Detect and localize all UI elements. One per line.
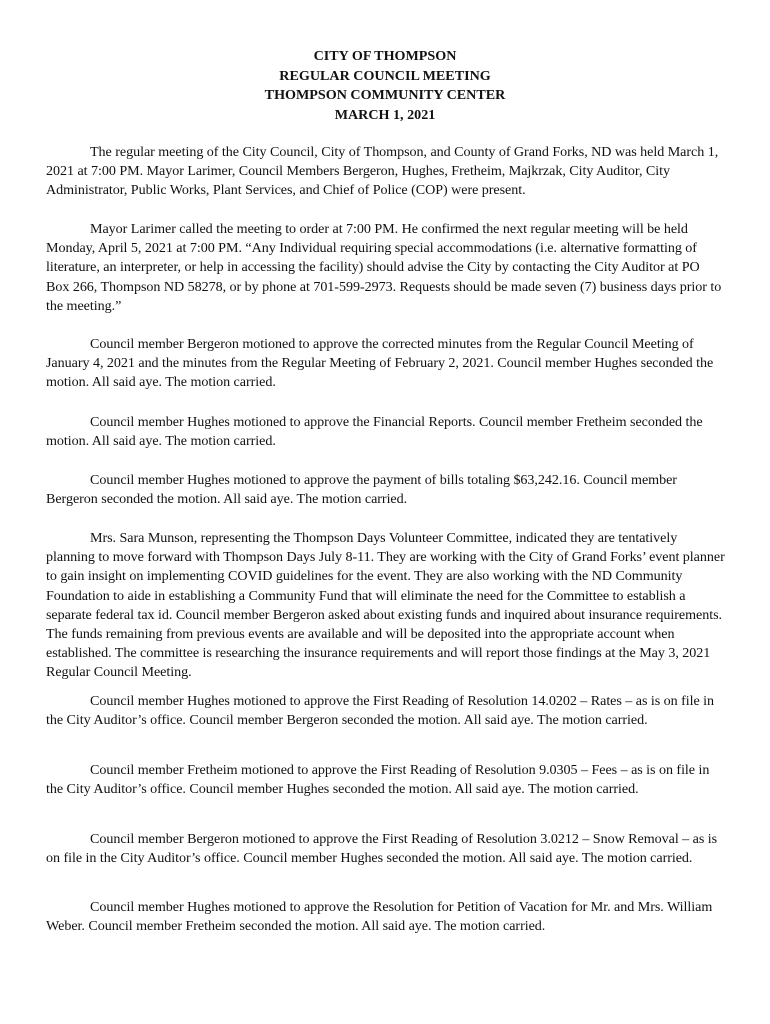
paragraph-resolution-snow-removal: Council member Bergeron motioned to approve the First Reading of Resolution 3.0212 – Snow Removal – as is on file in the City Auditor’s office. Council member Hughes seconded the motion. All said aye. The motion carried. — [46, 831, 718, 867]
paragraph-resolution-fees: Council member Fretheim motioned to approve the First Reading of Resolution 9.0305 – Fees – as is on file in the City Auditor’s office. Council member Hughes seconded the motion. All said aye. The motion carried. — [46, 762, 710, 798]
header-location: THOMPSON COMMUNITY CENTER — [264, 87, 506, 104]
paragraph-financial-reports: Council member Hughes motioned to approve the Financial Reports. Council member Fretheim seconded the motion. All said aye. The motion carried. — [46, 414, 703, 450]
paragraph-call-to-order: Mayor Larimer called the meeting to order at 7:00 PM. He confirmed the next regular meeting will be held Monday, April 5, 2021 at 7:00 PM. “Any Individual requiring special accommodations (i.e. alternative formatting of literature, an interpreter, or help in accessing the facility) should advise the City by contacting the City Auditor at PO Box 266, Thompson ND 58278, or by phone at 701-599-2973. Requests should be made seven (7) business days prior to the meeting.” — [46, 221, 722, 314]
paragraph-bills-payment: Council member Hughes motioned to approve the payment of bills totaling $63,242.16. Council member Bergeron seconded the motion. All said aye. The motion carried. — [46, 472, 677, 508]
paragraph-petition-vacation: Council member Hughes motioned to approve the Resolution for Petition of Vacation for Mr. and Mrs. William Weber. Council member Fretheim seconded the motion. All said aye. The motion carried. — [46, 899, 713, 935]
paragraph-minutes-approval: Council member Bergeron motioned to approve the corrected minutes from the Regular Council Meeting of January 4, 2021 and the minutes from the Regular Meeting of February 2, 2021. Council member Hughes seconded the motion. All said aye. The motion carried. — [46, 336, 714, 391]
paragraph-attendance: The regular meeting of the City Council, City of Thompson, and County of Grand Forks, ND was held March 1, 2021 at 7:00 PM. Mayor Larimer, Council Members Bergeron, Hughes, Fretheim, Majkrzak, City Auditor, City Administrator, Public Works, Plant Services, and Chief of Police (COP) were present. — [46, 144, 719, 199]
header-meeting-type: REGULAR COUNCIL MEETING — [279, 67, 491, 84]
header-date: MARCH 1, 2021 — [334, 106, 436, 123]
paragraph-resolution-rates: Council member Hughes motioned to approve the First Reading of Resolution 14.0202 – Rates – as is on file in the City Auditor’s office. Council member Bergeron seconded the motion. All said aye. The motion carried. — [46, 693, 715, 729]
header-city-name: CITY OF THOMPSON — [313, 48, 457, 64]
document-header — [0, 47, 770, 125]
paragraph-thompson-days: Mrs. Sara Munson, representing the Thompson Days Volunteer Committee, indicated they are tentatively planning to move forward with Thompson Days July 8-11. They are working with the City of Grand Forks’ event planner to gain insight on implementing COVID guidelines for the event. They are also working with the ND Community Foundation to aide in establishing a Community Fund that will eliminate the need for the Committee to establish a separate federal tax id. Council member Bergeron asked about existing funds and inquired about insurance requirements. The funds remaining from previous events are available and will be deposited into the appropriate account when established. The committee is researching the insurance requirements and will report those findings at the May 3, 2021 Regular Council Meeting. — [46, 530, 725, 681]
